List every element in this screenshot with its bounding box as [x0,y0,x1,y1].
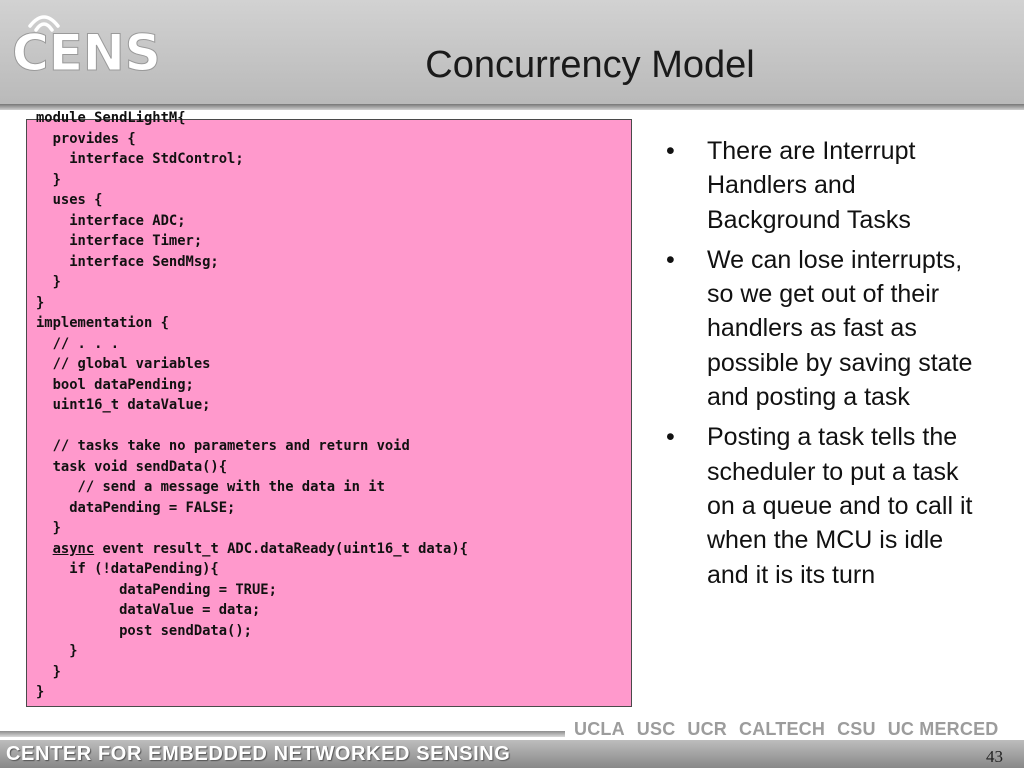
university-uc-merced: UC MERCED [887,719,999,739]
code-line: interface ADC; [36,212,186,229]
svg-text:CENS: CENS [12,24,161,82]
code-keyword-underlined: async [52,540,95,557]
bullet-marker: • [666,245,675,274]
code-line: } [36,643,78,659]
university-csu: CSU [837,719,876,739]
code-line: // send a message with the data in it [36,479,385,495]
code-line: uint16_t dataValue; [36,397,211,413]
code-line: } [36,274,61,290]
bullet-list [666,134,976,598]
code-line: } [36,520,61,536]
footer-divider [0,731,565,737]
university-ucla: UCLA [574,719,625,739]
code-listing [36,108,468,703]
cens-logo [8,4,168,100]
code-line: } [36,663,61,680]
code-indent [36,541,53,557]
code-line [36,539,468,560]
bullet-item [666,134,976,237]
code-line: } [36,171,61,188]
code-line: } [36,294,45,311]
code-line: } [36,684,45,700]
bullet-item [666,243,976,414]
code-line [36,416,468,437]
bullet-text: Posting a task tells the scheduler to put a task on a queue and to call it when the MCU is idle and it is its turn [707,423,973,589]
code-line: // global variables [36,356,211,372]
code-line: task void sendData(){ [36,458,228,475]
center-name: CENTER FOR EMBEDDED NETWORKED SENSING [6,743,511,765]
code-line: if (!dataPending){ [36,561,219,577]
code-line: dataPending = FALSE; [36,499,236,516]
bullet-text: There are Interrupt Handlers and Background Tasks [707,137,916,234]
university-caltech: CALTECH [739,719,826,739]
code-line: post sendData(); [36,622,252,639]
code-line: interface StdControl; [36,151,244,167]
bullet-text: We can lose interrupts, so we get out of their handlers as fast as possible by saving state and posting a task [707,245,973,412]
university-list [574,719,1011,740]
page-number: 43 [986,747,1003,766]
code-line: interface SendMsg; [36,253,219,270]
bullet-item [666,420,976,591]
slide-title: Concurrency Model [425,44,755,86]
university-ucr: UCR [687,719,728,739]
code-line: bool dataPending; [36,376,194,393]
code-line: // . . . [36,335,120,352]
code-text: event result_t ADC.dataReady(uint16_t data){ [94,540,468,557]
university-usc: USC [636,719,676,739]
code-line: uses { [36,192,103,208]
bullet-marker: • [666,137,675,165]
code-line: module SendLightM{ [36,110,186,126]
code-line: interface Timer; [36,233,203,249]
code-line: // tasks take no parameters and return void [36,438,410,454]
bullet-marker: • [666,423,675,452]
code-line: implementation { [36,315,169,331]
code-line: provides { [36,130,136,147]
code-line: dataPending = TRUE; [36,581,277,598]
code-line: dataValue = data; [36,602,261,618]
